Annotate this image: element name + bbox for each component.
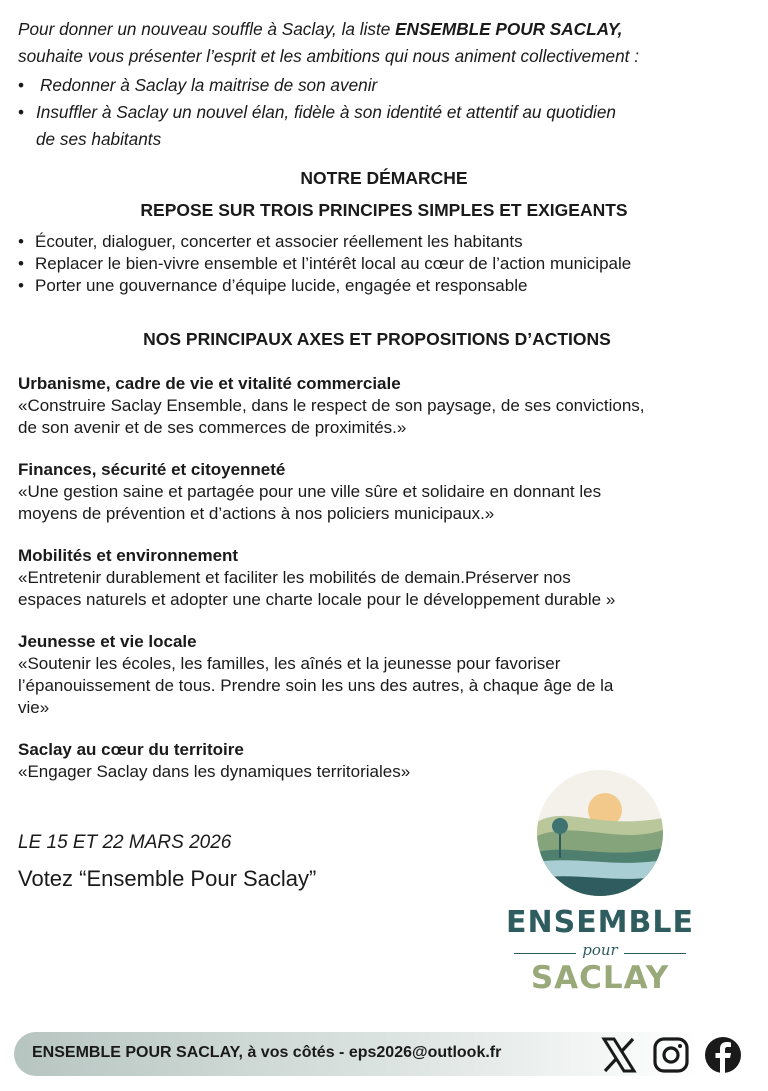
axe-title: Mobilités et environnement xyxy=(18,546,239,565)
axe-title: Urbanisme, cadre de vie et vitalité commerciale xyxy=(18,374,401,393)
axe-text: «Construire Saclay Ensemble, dans le respect de son paysage, de ses convictions, xyxy=(18,396,645,415)
principle-item: • Porter une gouvernance d’équipe lucide, engagée et responsable xyxy=(18,275,758,297)
principle-item: • Écouter, dialoguer, concerter et associer réellement les habitants xyxy=(18,231,758,253)
axe-text: «Soutenir les écoles, les familles, les aînés et la jeunesse pour favoriser xyxy=(18,654,561,673)
principle-item: • Replacer le bien-vivre ensemble et l’intérêt local au cœur de l’action municipale xyxy=(18,253,758,275)
axe-title: Jeunesse et vie locale xyxy=(18,632,197,651)
principles-list xyxy=(18,231,758,297)
logo-word-pour-row xyxy=(500,941,700,961)
axe-text: vie» xyxy=(18,698,50,717)
demarche-title: NOTRE DÉMARCHE xyxy=(300,168,468,188)
axe-item xyxy=(18,631,748,719)
intro-block xyxy=(18,16,758,153)
axe-item xyxy=(18,545,748,611)
x-icon[interactable] xyxy=(600,1036,638,1074)
axe-text: espaces naturels et adopter une charte locale pour le développement durable » xyxy=(18,590,616,609)
landscape-logo-icon xyxy=(537,770,663,896)
axe-text: moyens de prévention et d’actions à nos policiers municipaux.» xyxy=(18,504,495,523)
intro-line-1: Pour donner un nouveau souffle à Saclay, la liste ENSEMBLE POUR SACLAY, xyxy=(18,19,623,39)
axe-text: l’épanouissement de tous. Prendre soin les uns des autres, à chaque âge de la xyxy=(18,676,614,695)
axe-text: «Engager Saclay dans les dynamiques territoriales» xyxy=(18,762,411,781)
footer-bar xyxy=(14,1032,758,1076)
intro-bullet: • Redonner à Saclay la maitrise de son avenir xyxy=(18,72,758,99)
demarche-subtitle: REPOSE SUR TROIS PRINCIPES SIMPLES ET EXIGEANTS xyxy=(140,200,628,220)
axe-text: de son avenir et de ses commerces de proximités.» xyxy=(18,418,407,437)
axe-item xyxy=(18,373,748,439)
election-dates: LE 15 ET 22 MARS 2026 xyxy=(18,832,232,853)
facebook-icon[interactable] xyxy=(704,1036,742,1074)
logo-word-saclay: SACLAY xyxy=(530,960,670,996)
footer-contact: ENSEMBLE POUR SACLAY, à vos côtés - eps2026@outlook.fr xyxy=(32,1044,502,1061)
axe-text: «Entretenir durablement et faciliter les mobilités de demain.Préserver nos xyxy=(18,568,571,587)
logo-word-ensemble: ENSEMBLE xyxy=(505,905,695,940)
divider xyxy=(624,953,686,954)
axe-text: «Une gestion saine et partagée pour une ville sûre et solidaire en donnant les xyxy=(18,482,602,501)
intro-bullets xyxy=(18,72,758,153)
instagram-icon[interactable] xyxy=(652,1036,690,1074)
axe-title: Saclay au cœur du territoire xyxy=(18,740,244,759)
intro-bullet: • Insuffler à Saclay un nouvel élan, fidèle à son identité et attentif au quotidien de ses habitants xyxy=(18,99,758,153)
axe-title: Finances, sécurité et citoyenneté xyxy=(18,460,286,479)
vote-slogan: Votez “Ensemble Pour Saclay” xyxy=(18,866,317,891)
logo-word-pour: pour xyxy=(582,941,618,959)
axes-list xyxy=(18,373,748,803)
list-name: ENSEMBLE POUR SACLAY, xyxy=(395,19,623,39)
intro-line-2: souhaite vous présenter l’esprit et les ambitions qui nous animent collectivement : xyxy=(18,46,639,66)
axe-item xyxy=(18,459,748,525)
axes-title: NOS PRINCIPAUX AXES ET PROPOSITIONS D’ACTIONS xyxy=(143,329,611,349)
campaign-logo xyxy=(500,770,700,1000)
